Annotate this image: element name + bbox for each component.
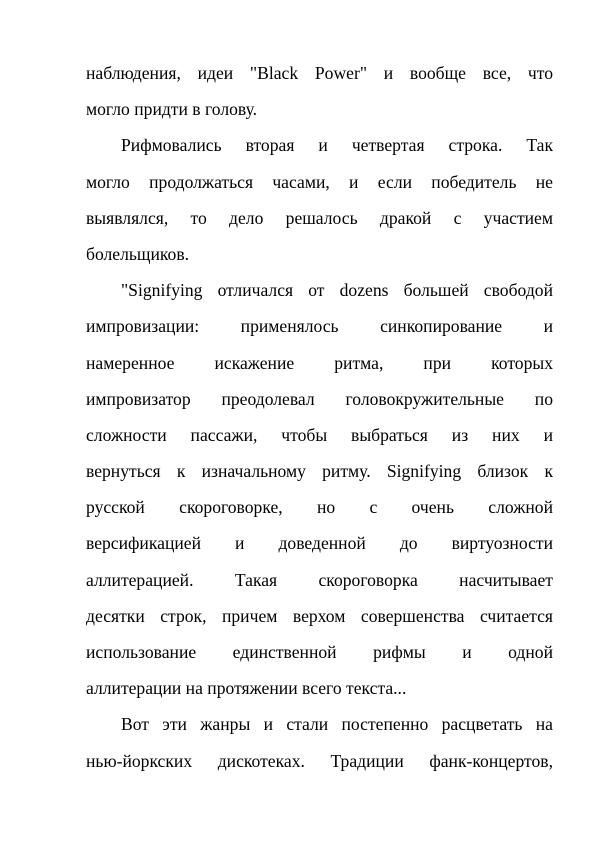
text-line: Рифмовались вторая и четвертая строка. Так [121, 135, 553, 156]
text-line: русской скороговорке, но с очень сложной [86, 497, 553, 518]
text-line: сложности пассажи, чтобы выбраться из них и [86, 424, 553, 445]
body-text [86, 55, 553, 779]
text-line: версификацией и доведенной до виртуозности [86, 533, 553, 554]
text-line: могло придти в голову. [86, 99, 258, 120]
text-line: аллитерацией. Такая скороговорка насчитывает [86, 569, 553, 590]
text-line: аллитерации на протяжении всего текста... [86, 678, 407, 699]
text-line: болельщиков. [86, 243, 190, 264]
text-line: нью-йоркских дискотеках. Традиции фанк-концертов, [86, 750, 553, 771]
text-line: десятки строк, причем верхом совершенства считается [86, 605, 553, 626]
text-line: импровизации: применялось синкопирование и [86, 316, 553, 337]
text-line: вернуться к изначальному ритму. Signifying близок к [86, 461, 553, 482]
text-line: Вот эти жанры и стали постепенно расцветать на [121, 714, 553, 735]
text-line: импровизатор преодолевал головокружительные по [86, 388, 553, 409]
text-line: использование единственной рифмы и одной [86, 642, 553, 662]
text-line: могло продолжаться часами, и если победитель не [86, 171, 553, 192]
text-line: "Signifying отличался от dozens большей свободой [121, 280, 553, 301]
text-line: выявлялся, то дело решалось дракой с участием [86, 207, 553, 228]
text-line: намеренное искажение ритма, при которых [86, 352, 553, 373]
text-line: наблюдения, идеи "Black Power" и вообще все, что [86, 63, 553, 83]
